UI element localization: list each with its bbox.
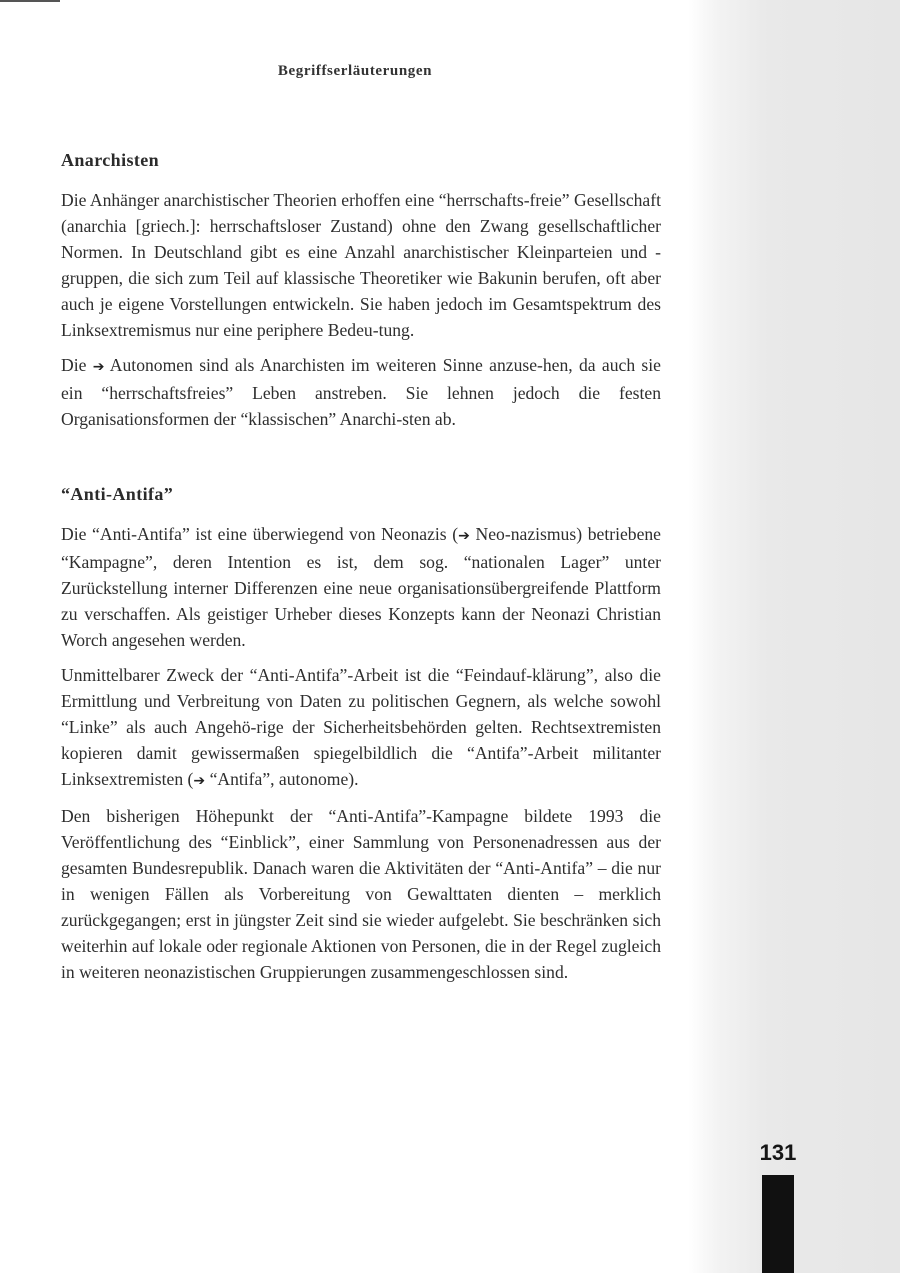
text-run: Unmittelbarer Zweck der “Anti-Antifa”-Arbeit ist die “Feindauf-klärung”, also die Ermittlung und Verbreitung von Daten zu politischen Gegnern, als welche sowohl “Linke” als auch Angehö-rige der Sicherheitsbehörden gelten. Rechtsextremisten kopieren damit gewissermaßen spiegelbildlich die “Antifa”-Arbeit militanter Linksextremisten ( xyxy=(61,665,661,789)
cross-reference-autonomen: Autonomen xyxy=(109,355,193,375)
entry-paragraph xyxy=(61,662,661,794)
entry-anti-antifa xyxy=(61,484,661,985)
entry-paragraph: Die Anhänger anarchistischer Theorien erhoffen eine “herrschafts-freie” Gesellschaft (anarchia [griech.]: herrschaftsloser Zustand) ohne den Zwang gesellschaftlicher Normen. In Deutschland gibt es eine Anzahl anarchistischer Kleinparteien und -gruppen, die sich zum Teil auf klassische Theoretiker wie Bakunin berufen, oft aber auch je eigene Vorstellungen entwickeln. Sie haben jedoch im Gesamtspektrum des Linksextremismus nur eine periphere Bedeu-tung. xyxy=(61,190,661,340)
text-run: Die xyxy=(61,355,87,375)
page-content xyxy=(61,150,661,1037)
entry-paragraph xyxy=(61,352,661,432)
text-run: sind als Anarchisten im weiteren Sinne anzuse-hen, da auch sie ein “herrschaftsfreies” Leben anstreben. Sie lehnen jedoch die festen Organisationsformen der “klassischen” Anarchi-sten ab. xyxy=(61,355,661,429)
entry-anarchisten xyxy=(61,150,661,432)
scan-edge-line xyxy=(0,0,60,2)
cross-reference-arrow-icon: ➔ xyxy=(458,528,470,544)
running-head: Begriffserläuterungen xyxy=(277,63,433,79)
cross-reference-arrow-icon: ➔ xyxy=(193,773,206,789)
cross-reference-arrow-icon: ➔ xyxy=(92,359,105,375)
entry-paragraph xyxy=(61,521,661,653)
cross-reference-neonazismus: Neo-nazismus) xyxy=(475,524,583,544)
entry-heading: “Anti-Antifa” xyxy=(61,484,174,504)
text-run: Die “Anti-Antifa” ist eine überwiegend von Neonazis ( xyxy=(61,524,459,544)
text-run: betriebene “Kampagne”, deren Intention es ist, dem sog. “nationalen Lager” unter Zurückstellung interner Differenzen eine neue organisationsübergreifende Plattform zu verschaffen. Als geistiger Urheber dieses Konzepts kann der Neonazi Christian Worch angesehen werden. xyxy=(61,524,661,650)
page-number: 131 xyxy=(759,1140,797,1165)
thumb-index-tab xyxy=(762,1175,794,1273)
entry-heading: Anarchisten xyxy=(61,150,160,170)
entry-paragraph: Den bisherigen Höhepunkt der “Anti-Antifa”-Kampagne bildete 1993 die Veröffentlichung des “Einblick”, einer Sammlung von Personenadressen aus der gesamten Bundesrepublik. Danach waren die Aktivitäten der “Anti-Antifa” – die nur in wenigen Fällen als Vorbereitung von Gewalttaten dienten – merklich zurückgegangen; erst in jüngster Zeit sind sie wieder aufgelebt. Sie beschränken sich weiterhin auf lokale oder regionale Aktionen von Personen, die in der Regel zugleich in weiteren neonazistischen Gruppierungen zusammengeschlossen sind. xyxy=(61,806,661,982)
page-margin-shading xyxy=(688,0,900,1273)
cross-reference-antifa: “Antifa”, autonome). xyxy=(209,769,359,789)
